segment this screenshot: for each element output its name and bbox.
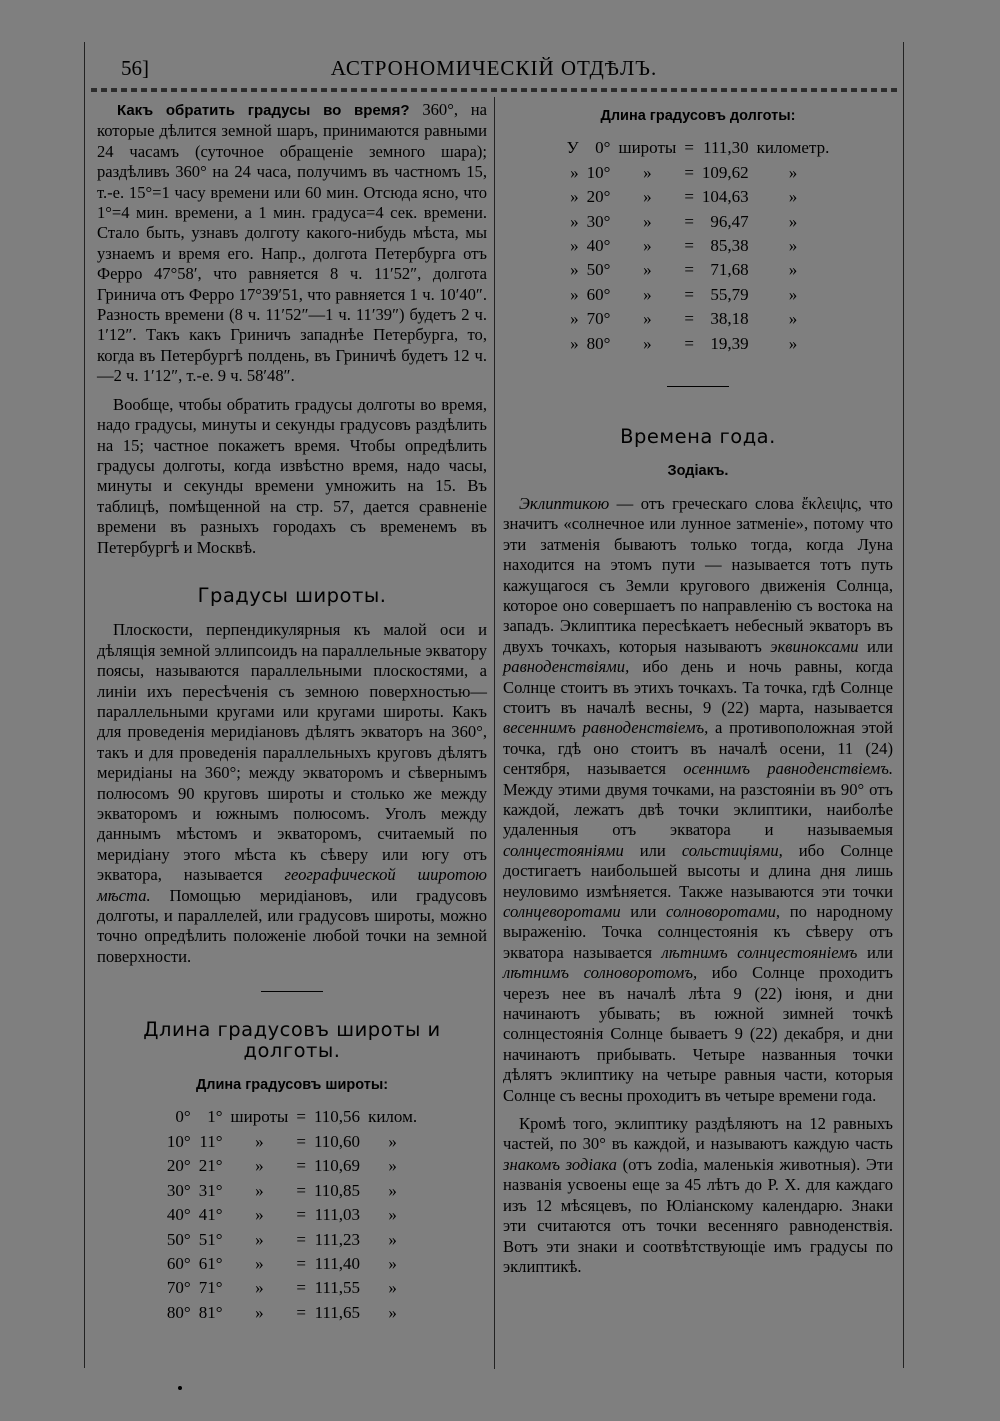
running-title: АСТРОНОМИЧЕСКІЙ ОТДѢЛЪ. <box>330 56 658 80</box>
heading-zodiac: Зодіакъ. <box>667 463 729 480</box>
cell-a: 60° <box>166 1253 191 1273</box>
longitude-row <box>563 283 834 307</box>
longitude-row <box>563 136 834 160</box>
cell-eq: = <box>296 1156 306 1176</box>
cell-c: » <box>643 162 652 182</box>
cell-eq: = <box>684 309 694 329</box>
cell-a: » <box>570 162 579 182</box>
longitude-row <box>563 234 834 258</box>
paragraph-ecliptic: Эклиптикою — отъ греческаго слова ἔκλειψις, что значитъ «солнечное или лунное затменіе», потому что эти затменія бываютъ только тогда, когда Луна находится на этомъ пути — называется тотъ путь кажущагося съ Земли кругового движенія Солнца, которое оно совершаетъ по направленію съ востока на западъ. Эклиптика пересѣкаетъ небесный экваторъ въ двухъ точкахъ, которыя называютъ эквиноксами или равноденствіями, ибо день и ночь равны, когда Солнце стоитъ въ этихъ точкахъ. Та точка, гдѣ Солнце стоитъ въ началѣ весны, 9 (22) марта, называется весеннимъ равноденствіемъ, а противоположная этой точка, гдѣ оно стоитъ въ началѣ осени, 11 (24) сентября, называется осеннимъ равноденствіемъ. Между этими двумя точками, на разстояніи въ 90° отъ каждой, лежатъ двѣ точки эклиптики, наиболѣе удаленныя отъ экватора и называемыя солнцестояніями или сольстиціями, ибо Солнце достигаетъ наибольшей высоты и длина дня лишь неуловимо измѣняется. Также называются эти точки солнцеворотами или солноворотами, по народному выраженію. Точка солнцестоянія къ сѣверу отъ экватора называется лѣтнимъ солнцестояніемъ или лѣтнимъ солноворотомъ, ибо Солнце проходитъ черезъ нее въ началѣ лѣта 9 (22) іюня, и дни начинаютъ убывать; въ южной зимней точкѣ солнцестоянія Солнце бываетъ 9 (22) декабря, и дни начинаютъ прибывать. Четыре названныя точки дѣлятъ эклиптику на четыре равныя части, которыя Солнце съ весны проходитъ въ четыре времени года. <box>503 493 894 1105</box>
section-rule <box>667 386 729 387</box>
latitude-row <box>163 1203 421 1227</box>
ink-speck <box>178 1386 182 1390</box>
cell-a: 80° <box>166 1302 191 1322</box>
cell-b: 81° <box>198 1302 223 1322</box>
cell-eq: = <box>296 1107 306 1127</box>
cell-c: » <box>255 1278 264 1298</box>
longitude-row <box>563 185 834 209</box>
heading-degree-length: Длина градусовъ широты и долготы. <box>143 1018 441 1062</box>
cell-c: » <box>255 1229 264 1249</box>
cell-a: 10° <box>166 1131 191 1151</box>
cell-u: » <box>788 284 798 304</box>
cell-v: 111,65 <box>314 1302 361 1322</box>
right-column <box>503 100 893 1285</box>
cell-eq: = <box>296 1131 306 1151</box>
cell-c: » <box>255 1156 264 1176</box>
book-page <box>84 42 904 1368</box>
cell-u: » <box>788 211 798 231</box>
cell-v: 111,30 <box>703 138 749 158</box>
cell-u: » <box>388 1278 397 1298</box>
cell-eq: = <box>684 333 694 353</box>
cell-v: 111,03 <box>314 1205 361 1225</box>
cell-b: 30° <box>586 211 611 231</box>
cell-c: » <box>255 1205 264 1225</box>
cell-c: » <box>643 284 652 304</box>
cell-c: » <box>255 1131 264 1151</box>
cell-eq: = <box>296 1180 306 1200</box>
cell-a: » <box>570 236 579 256</box>
cell-u: » <box>388 1205 397 1225</box>
cell-u: килом. <box>368 1107 418 1127</box>
cell-eq: = <box>684 162 694 182</box>
cell-b: 41° <box>198 1205 223 1225</box>
longitude-row <box>563 258 834 282</box>
latitude-row <box>163 1130 421 1154</box>
cell-u: » <box>788 260 798 280</box>
cell-b: 80° <box>586 333 611 353</box>
cell-v: 109,62 <box>701 162 749 182</box>
cell-a: 70° <box>166 1278 191 1298</box>
cell-b: 70° <box>586 309 611 329</box>
cell-eq: = <box>684 236 694 256</box>
paragraph-latitude: Плоскости, перпендикулярныя къ малой оси и дѣлящія земной эллипсоидъ на параллельные экватору поясы, называются параллельными плоскостями, а линіи ихъ пересѣченія съ земною поверхностью—параллельными кругами или кругами широты. Какъ для проведенія меридіановъ дѣлятъ экваторъ на 360°, такъ и для проведенія параллельныхъ круговъ дѣлятъ меридіаны на 360°; между экваторомъ и сѣвернымъ полюсомъ 90 круговъ широты и столько же между экваторомъ и южнымъ полюсомъ. Уголъ между даннымъ мѣстомъ и экваторомъ, считаемый по меридіану этого мѣста къ сѣверу или югу отъ экватора, называется географической широтою мѣста. Помощью меридіановъ, или градусовъ долготы, и параллелей, или градусовъ широты, можно точно опредѣлить положеніе любой точки на земной поверхности. <box>97 620 487 966</box>
cell-eq: = <box>684 284 694 304</box>
latitude-row <box>163 1276 421 1300</box>
latitude-row <box>163 1228 421 1252</box>
cell-v: 96,47 <box>710 211 749 231</box>
cell-eq: = <box>296 1253 306 1273</box>
heading-latitude: Градусы широты. <box>197 583 387 607</box>
cell-u: » <box>388 1156 397 1176</box>
cell-c: » <box>643 260 652 280</box>
column-divider <box>494 97 495 1369</box>
paragraph-degrees-to-time: Какъ обратить градусы во время? 360°, на которые дѣлится земной шаръ, принимаются равными 24 часамъ (суточное обращеніе земного шара); раздѣливъ 360° на 24 часа, получимъ въ частномъ 15, т.-е. 15°=1 часу времени или 60 мин. Отсюда ясно, что 1°=4 мин. времени, а 1 мин. градуса=4 сек. времени. Стало быть, узнавъ долготу какого-нибудь мѣста, мы узнаемъ и время его. Напр., долгота Петербурга отъ Ферро 47°58′, что равняется 8 ч. 11′52″, долгота Гринича отъ Ферро 17°39′51, что равняется 1 ч. 10′40″. Разность времени (8 ч. 11′52″—1 ч. 11′39″) будетъ 2 ч. 1′12″. Такъ какъ Гриничъ западнѣе Петербурга, то, когда въ Петербургѣ полдень, въ Гриничѣ будетъ 12 ч.—2 ч. 1′12″, т.-е. 9 ч. 58′48″. <box>97 100 487 386</box>
cell-eq: = <box>684 211 694 231</box>
cell-b: 20° <box>586 187 611 207</box>
cell-c: широты <box>230 1107 289 1127</box>
cell-v: 71,68 <box>710 260 749 280</box>
cell-b: 10° <box>586 162 611 182</box>
latitude-row <box>163 1179 421 1203</box>
longitude-row <box>563 161 834 185</box>
cell-eq: = <box>296 1302 306 1322</box>
left-column <box>97 100 487 1325</box>
cell-a: » <box>570 211 579 231</box>
cell-a: 20° <box>166 1156 191 1176</box>
cell-u: » <box>388 1302 397 1322</box>
cell-eq: = <box>684 138 694 158</box>
cell-b: 31° <box>198 1180 223 1200</box>
cell-u: » <box>388 1180 397 1200</box>
cell-u: » <box>788 309 798 329</box>
cell-v: 19,39 <box>710 333 749 353</box>
cell-b: 51° <box>198 1229 223 1249</box>
runin-heading: Какъ обратить градусы во время? <box>117 102 410 119</box>
cell-u: » <box>388 1253 397 1273</box>
cell-v: 110,60 <box>313 1131 361 1151</box>
longitude-row <box>563 210 834 234</box>
cell-a: У <box>566 138 579 158</box>
cell-v: 111,40 <box>314 1253 361 1273</box>
cell-c: » <box>255 1180 264 1200</box>
cell-a: » <box>570 333 579 353</box>
cell-b: 21° <box>198 1156 223 1176</box>
section-rule <box>261 991 323 992</box>
cell-eq: = <box>296 1278 306 1298</box>
cell-b: 40° <box>586 236 611 256</box>
cell-a: » <box>570 284 579 304</box>
cell-c: » <box>255 1253 264 1273</box>
cell-b: 0° <box>595 138 611 158</box>
latitude-row <box>163 1105 421 1129</box>
longitude-table-title: Длина градусовъ долготы: <box>600 108 796 124</box>
cell-a: 0° <box>175 1107 191 1127</box>
cell-b: 61° <box>198 1253 223 1273</box>
cell-a: » <box>570 309 579 329</box>
latitude-table-title: Длина градусовъ широты: <box>195 1077 389 1094</box>
longitude-row <box>563 307 834 331</box>
cell-v: 55,79 <box>710 284 749 304</box>
cell-eq: = <box>684 187 694 207</box>
cell-eq: = <box>296 1205 306 1225</box>
cell-u: » <box>788 162 798 182</box>
cell-b: 71° <box>198 1278 223 1298</box>
cell-b: 60° <box>586 284 611 304</box>
cell-u: » <box>388 1131 397 1151</box>
cell-c: » <box>643 236 652 256</box>
cell-c: » <box>643 333 652 353</box>
cell-c: » <box>643 187 652 207</box>
cell-u: » <box>788 236 798 256</box>
cell-a: » <box>570 260 579 280</box>
cell-b: 11° <box>199 1131 223 1151</box>
cell-c: » <box>643 309 652 329</box>
cell-u: » <box>388 1229 397 1249</box>
latitude-length-table <box>163 1105 421 1325</box>
longitude-row <box>563 332 834 356</box>
header-wavy-rule <box>91 88 897 92</box>
longitude-length-table <box>563 136 834 356</box>
cell-u: » <box>788 333 798 353</box>
cell-v: 111,55 <box>314 1278 361 1298</box>
cell-c: » <box>643 211 652 231</box>
cell-a: » <box>570 187 579 207</box>
cell-a: 50° <box>166 1229 191 1249</box>
cell-v: 110,85 <box>313 1180 361 1200</box>
latitude-row <box>163 1252 421 1276</box>
latitude-row <box>163 1154 421 1178</box>
cell-v: 85,38 <box>710 236 749 256</box>
heading-seasons: Времена года. <box>620 425 776 449</box>
cell-c: » <box>255 1302 264 1322</box>
cell-a: 30° <box>166 1180 191 1200</box>
page-number: 56] <box>121 56 149 80</box>
cell-u: » <box>788 187 798 207</box>
cell-a: 40° <box>166 1205 191 1225</box>
cell-eq: = <box>684 260 694 280</box>
cell-c: широты <box>618 138 677 158</box>
latitude-row <box>163 1301 421 1325</box>
cell-v: 38,18 <box>710 309 749 329</box>
cell-v: 111,23 <box>314 1229 361 1249</box>
paragraph-zodiac-signs: Кромѣ того, эклиптику раздѣляютъ на 12 равныхъ частей, по 30° въ каждой, и называютъ каждую часть знакомъ зодіака (отъ zodia, маленькія животныя). Эти названія усвоены еще за 45 лѣтъ до Р. Х. для каждаго изъ 12 мѣсяцевъ, по Юліанскому календарю. Знаки эти считаются отъ точки весенняго равноденствія. Вотъ эти знаки и соотвѣтствующіе имъ градусы по эклиптикѣ. <box>503 1114 893 1276</box>
paragraph-longitude-conversion: Вообще, чтобы обратить градусы долготы во время, надо градусы, минуты и секунды градусовъ раздѣлить на 15; частное покажетъ время. Чтобы опредѣлить градусы долготы, когда извѣстно время, надо часы, минуты и секунды времени умножить на 15. Въ таблицѣ, помѣщенной на стр. 57, дается сравненіе времени въ разныхъ городахъ съ временемъ въ Петербургѣ и Москвѣ. <box>97 394 487 557</box>
cell-v: 110,69 <box>313 1156 361 1176</box>
cell-u: километр. <box>756 138 830 158</box>
cell-v: 110,56 <box>313 1107 361 1127</box>
cell-b: 50° <box>586 260 611 280</box>
cell-b: 1° <box>207 1107 223 1127</box>
cell-eq: = <box>296 1229 306 1249</box>
cell-v: 104,63 <box>701 187 749 207</box>
